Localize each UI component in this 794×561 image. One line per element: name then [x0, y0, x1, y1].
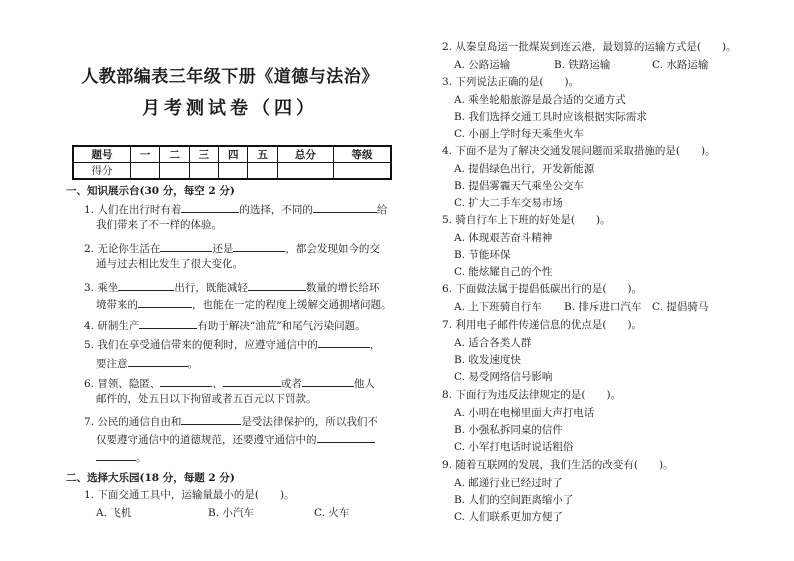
question-s2-2: 2. 从秦皇岛运一批煤炭到连云港，最划算的运输方式是( )。	[442, 41, 737, 53]
option-b[interactable]: B. 人们的空间距离缩小了	[454, 494, 574, 506]
question-s1-2: 2. 无论你生活在 还是 ，都会发现如今的交	[84, 240, 380, 256]
answer-blank[interactable]	[248, 279, 306, 291]
option-b[interactable]: B. 收发速度快	[454, 354, 521, 366]
answer-blank[interactable]	[139, 317, 197, 329]
score-table-cell: 一	[130, 146, 159, 163]
answer-blank[interactable]	[118, 279, 174, 291]
answer-blank[interactable]	[128, 355, 188, 367]
option-b[interactable]: B. 小汽车	[208, 507, 254, 519]
question-s2-7: 7. 利用电子邮件传递信息的优点是( )。	[442, 319, 643, 331]
question-s1-7-end: 。	[96, 449, 147, 465]
score-entry-cell[interactable]	[219, 163, 248, 180]
score-table-cell: 总分	[277, 146, 333, 163]
option-a[interactable]: A. 飞机	[96, 507, 132, 519]
score-table-header-row	[73, 146, 391, 163]
section2-heading: 二、选择大乐园(18 分，每题 2 分)	[66, 472, 235, 484]
option-a[interactable]: A. 公路运输	[454, 59, 511, 71]
option-c[interactable]: C. 火车	[314, 507, 350, 519]
question-s2-6: 6. 下面做法属于提倡低碳出行的是( )。	[442, 283, 643, 295]
question-s1-7-cont: 仅要遵守通信中的道德规范，还要遵守通信中的	[96, 431, 375, 447]
question-s2-4: 4. 下面不是为了解决交通发展问题而采取措施的是( )。	[442, 145, 716, 157]
score-table-cell: 二	[160, 146, 189, 163]
answer-blank[interactable]	[302, 375, 354, 387]
question-s1-4: 4. 研制生产 有助于解决“油荒”和尾气污染问题。	[84, 317, 366, 333]
question-s1-6: 6. 冒领、隐匿、 、 或者 他人	[84, 375, 375, 391]
option-a[interactable]: A. 乘坐轮船旅游是最合适的交通方式	[454, 94, 626, 106]
score-table-cell: 五	[248, 146, 277, 163]
question-s1-7: 7. 公民的通信自由和 是受法律保护的，所以我们不	[84, 413, 378, 429]
question-s2-3: 3. 下列说法正确的是( )。	[442, 76, 580, 88]
option-a[interactable]: A. 提倡绿色出行，开发新能源	[454, 163, 595, 175]
question-s1-3-cont: 境带来的 ，也能在一定的程度上缓解交通拥堵问题。	[96, 296, 392, 312]
question-s2-9: 9. 随着互联网的发展，我们生活的改变有( )。	[442, 459, 674, 471]
score-entry-cell[interactable]	[277, 163, 333, 180]
score-table	[72, 145, 392, 180]
question-s2-5: 5. 骑自行车上下班的好处是( )。	[442, 214, 611, 226]
question-s1-5: 5. 我们在享受通信带来的便利时，应遵守通信中的 ，	[84, 336, 380, 352]
question-s1-1-cont: 我们带来了不一样的体验。	[96, 219, 222, 231]
answer-blank[interactable]	[160, 375, 212, 387]
answer-blank[interactable]	[318, 336, 370, 348]
answer-blank[interactable]	[181, 413, 241, 425]
option-b[interactable]: B. 我们选择交通工具时应该根据实际需求	[454, 111, 647, 123]
option-b[interactable]: B. 铁路运输	[554, 59, 611, 71]
score-table-cell: 三	[189, 146, 218, 163]
score-table-cell: 四	[219, 146, 248, 163]
score-table-cell: 等级	[333, 146, 391, 163]
score-table-cell: 得分	[73, 163, 130, 180]
answer-blank[interactable]	[96, 449, 136, 461]
question-s1-6-cont: 邮件的，处五日以下拘留或者五百元以下罚款。	[96, 393, 317, 405]
option-c[interactable]: C. 扩大二手车交易市场	[454, 197, 563, 209]
score-entry-cell[interactable]	[160, 163, 189, 180]
option-b[interactable]: B. 排斥进口汽车	[564, 301, 642, 313]
section1-heading: 一、知识展示台(30 分，每空 2 分)	[66, 185, 235, 197]
option-c[interactable]: C. 提倡骑马	[652, 301, 709, 313]
option-a[interactable]: A. 上下班骑自行车	[454, 301, 542, 313]
options-s2-6	[454, 299, 754, 313]
question-s2-8: 8. 下面行为违反法律规定的是( )。	[442, 389, 622, 401]
answer-blank[interactable]	[181, 201, 239, 213]
score-entry-cell[interactable]	[248, 163, 277, 180]
option-a[interactable]: A. 邮递行业已经过时了	[454, 477, 563, 489]
document-title: 人教部编表三年级下册《道德与法治》	[81, 67, 379, 87]
option-c[interactable]: C. 人们联系更加方便了	[454, 511, 563, 523]
option-a[interactable]: A. 适合各类人群	[454, 337, 532, 349]
question-s1-3: 3. 乘坐 出行，既能减轻 数量的增长给环	[84, 279, 379, 295]
option-b[interactable]: B. 节能环保	[454, 249, 511, 261]
answer-blank[interactable]	[313, 201, 377, 213]
option-c[interactable]: C. 水路运输	[652, 59, 709, 71]
document-subtitle: 月考测试卷（四）	[142, 98, 318, 119]
question-s1-2-cont: 通与过去相比发生了很大变化。	[96, 258, 243, 270]
answer-blank[interactable]	[317, 431, 375, 443]
score-entry-cell[interactable]	[189, 163, 218, 180]
option-c[interactable]: C. 小军打电话时说话粗俗	[454, 441, 574, 453]
question-s2-1: 1. 下面交通工具中，运输量最小的是( )。	[84, 489, 295, 501]
score-table-cell: 题号	[73, 146, 130, 163]
score-entry-cell[interactable]	[333, 163, 391, 180]
option-a[interactable]: A. 小明在电梯里面大声打电话	[454, 407, 595, 419]
option-a[interactable]: A. 体现艰苦奋斗精神	[454, 232, 553, 244]
option-c[interactable]: C. 小丽上学时每天乘坐火车	[454, 128, 584, 140]
option-b[interactable]: B. 提倡雾霾天气乘坐公交车	[454, 180, 584, 192]
score-table-score-row	[73, 163, 391, 180]
option-b[interactable]: B. 小强私拆同桌的信件	[454, 424, 563, 436]
answer-blank[interactable]	[233, 240, 285, 252]
question-s1-1: 1. 人们在出行时有着 的选择，不同的 给	[84, 201, 387, 217]
answer-blank[interactable]	[138, 296, 192, 308]
option-c[interactable]: C. 能炫耀自己的个性	[454, 266, 553, 278]
option-c[interactable]: C. 易受网络信号影响	[454, 371, 553, 383]
answer-blank[interactable]	[223, 375, 281, 387]
options-s2-2	[454, 57, 754, 71]
question-s1-5-cont: 要注意 。	[96, 355, 198, 371]
score-entry-cell[interactable]	[130, 163, 159, 180]
options-s2-1	[96, 505, 396, 519]
answer-blank[interactable]	[160, 240, 212, 252]
